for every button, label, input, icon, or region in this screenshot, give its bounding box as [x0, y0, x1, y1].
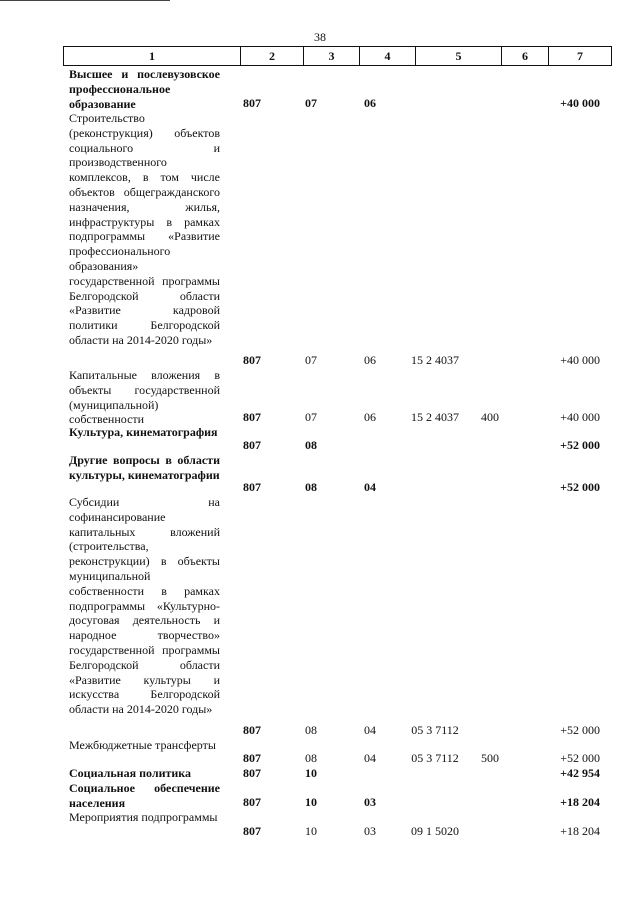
row-description: Другие вопросы в области культуры, кинематографии	[69, 453, 220, 482]
cell-col-3: 08	[305, 723, 317, 738]
cell-col-7: +42 954	[560, 766, 600, 781]
cell-col-5: 15 2 4037	[411, 353, 459, 368]
header-col-2: 2	[240, 47, 303, 65]
cell-col-2: 807	[243, 96, 261, 111]
cell-col-2: 807	[243, 438, 261, 453]
cell-col-3: 08	[305, 751, 317, 766]
table-header	[63, 46, 612, 66]
cell-col-4: 04	[364, 480, 376, 495]
cell-col-5: 05 3 7112	[411, 751, 459, 766]
cell-col-3: 10	[305, 795, 317, 810]
cell-col-4: 06	[364, 353, 376, 368]
cell-col-2: 807	[243, 824, 261, 839]
cell-col-4: 03	[364, 795, 376, 810]
table-row	[0, 368, 640, 425]
cell-col-4: 06	[364, 96, 376, 111]
row-description: Субсидии на софинансирование капитальных вложений (строительства, реконструкции) в объекты муниципальной собственности в рамках подпрограммы «Культурно-досуговая деятельность и народное творчество» государственной программы Белгородской области «Развитие культуры и искусства Белгородской области на 2014-2020 годы»	[69, 495, 220, 717]
cell-col-3: 07	[305, 410, 317, 425]
row-description: Культура, кинематография	[69, 425, 218, 439]
header-col-1: 1	[149, 49, 155, 63]
top-rule	[0, 0, 170, 1]
cell-col-7: +52 000	[560, 438, 600, 453]
cell-col-3: 07	[305, 353, 317, 368]
table-row	[0, 810, 640, 839]
cell-col-7: +52 000	[560, 723, 600, 738]
header-col-7: 7	[548, 47, 611, 65]
table-row	[0, 738, 640, 766]
row-description: Капитальные вложения в объекты государственной (муниципальной) собственности	[69, 368, 220, 427]
table-row	[0, 425, 640, 453]
cell-col-2: 807	[243, 480, 261, 495]
row-description: Социальная политика	[69, 766, 192, 780]
page-number: 38	[314, 30, 326, 44]
table-row	[0, 453, 640, 495]
row-description: Межбюджетные трансферты	[69, 738, 216, 752]
cell-col-3: 07	[305, 96, 317, 111]
cell-col-2: 807	[243, 723, 261, 738]
row-description: Социальное обеспечение населения	[69, 781, 220, 810]
table-row	[0, 495, 640, 738]
cell-col-3: 10	[305, 824, 317, 839]
cell-col-5: 15 2 4037	[411, 410, 459, 425]
cell-col-7: +52 000	[560, 751, 600, 766]
cell-col-7: +40 000	[560, 96, 600, 111]
header-col-4: 4	[359, 47, 415, 65]
cell-col-7: +40 000	[560, 410, 600, 425]
header-col-3: 3	[303, 47, 359, 65]
cell-col-3: 08	[305, 438, 317, 453]
cell-col-7: +18 204	[560, 824, 600, 839]
header-col-5: 5	[415, 47, 501, 65]
table-row	[0, 67, 640, 111]
cell-col-3: 08	[305, 480, 317, 495]
cell-col-7: +52 000	[560, 480, 600, 495]
cell-col-4: 04	[364, 751, 376, 766]
cell-col-4: 04	[364, 723, 376, 738]
cell-col-6: 400	[481, 410, 499, 425]
table-row	[0, 781, 640, 810]
cell-col-5: 05 3 7112	[411, 723, 459, 738]
cell-col-5: 09 1 5020	[411, 824, 459, 839]
cell-col-2: 807	[243, 410, 261, 425]
cell-col-2: 807	[243, 766, 261, 781]
cell-col-2: 807	[243, 795, 261, 810]
cell-col-4: 06	[364, 410, 376, 425]
cell-col-7: +40 000	[560, 353, 600, 368]
row-description: Строительство (реконструкция) объектов социального и производственного комплексов, в том числе объектов общегражданского назначения, жилья, инфраструктуры в рамках подпрограммы «Развитие профессионального образования» государственной программы Белгородской области «Развитие кадровой политики Белгородской области на 2014-2020 годы»	[69, 111, 220, 347]
row-description: Мероприятия подпрограммы	[69, 810, 218, 824]
header-col-6: 6	[501, 47, 548, 65]
cell-col-6: 500	[481, 751, 499, 766]
row-description: Высшее и послевузовское профессиональное образование	[69, 67, 220, 111]
cell-col-3: 10	[305, 766, 317, 781]
table-row	[0, 111, 640, 368]
cell-col-2: 807	[243, 353, 261, 368]
cell-col-2: 807	[243, 751, 261, 766]
cell-col-7: +18 204	[560, 795, 600, 810]
table-row	[0, 766, 640, 781]
cell-col-4: 03	[364, 824, 376, 839]
